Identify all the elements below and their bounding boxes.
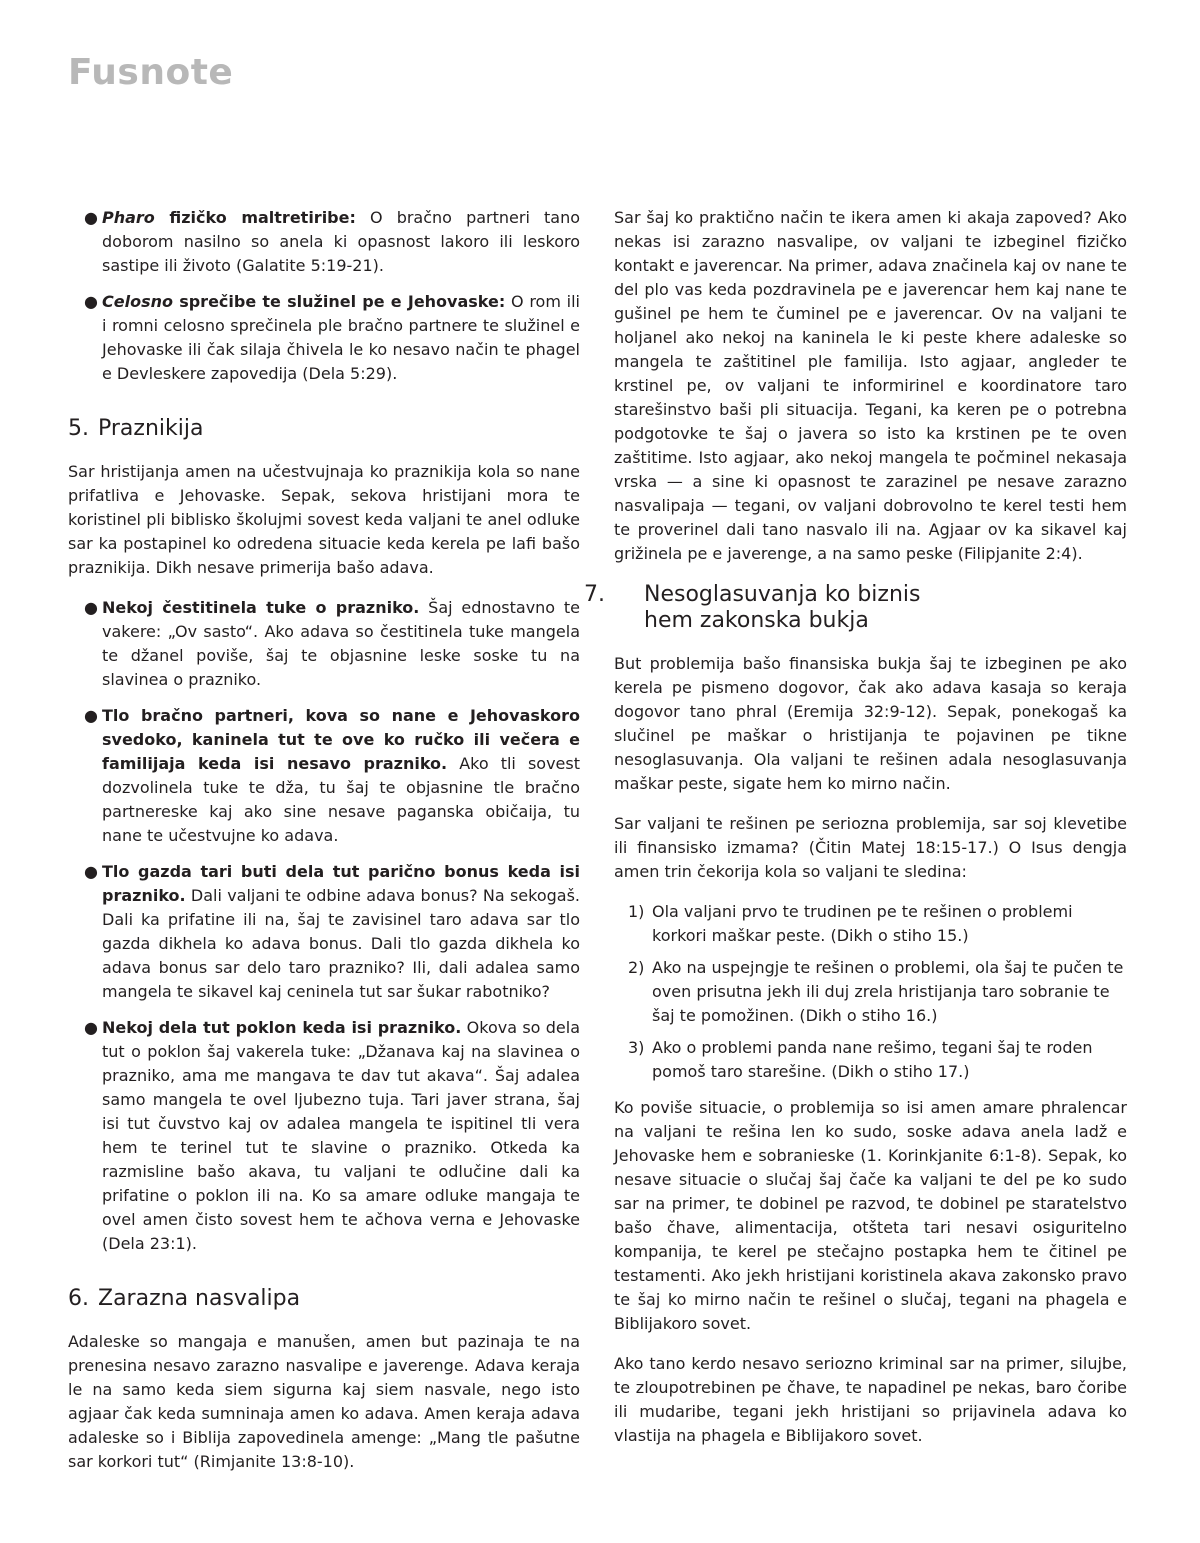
bullet-icon: ● bbox=[84, 292, 98, 311]
step-number: 2) bbox=[628, 958, 645, 977]
step-text: Ako o problemi panda nane rešimo, tegani šaj te roden pomoš taro starešine. (Dikh o stiho 17.) bbox=[652, 1038, 1093, 1081]
section-title-line2: hem zakonska bukja bbox=[644, 608, 869, 633]
bullet-lead: Tlo bračno partneri, kova so nane e Jehovaskoro svedoko, kaninela tut te ove ko ručko ili večera e familijaja keda isi nesavo prazniko. bbox=[102, 706, 580, 773]
list-item bbox=[614, 900, 1127, 948]
section-5-intro: Sar hristijanja amen na učestvujnaja ko praznikija kola so nane prifatliva e Jehovaske. Sepak, sekova hristijani mora te koristinel pli biblisko školujmi sovest keda valjani te anel odluke sar ka postapinel ko odredena situacie keda kerela pe lafi bašo praznikija. Dikh nesave primerija bašo adava. bbox=[68, 462, 580, 577]
section-6-continued: Sar šaj ko praktično način te ikera amen ki akaja zapoved? Ako nekas isi zarazno nasvalipe, ov valjani te izbeginel fizičko kontakt e javerencar. Na primer, adava značinela kaj ov nane te del plo vas keda pozdravinela pe e javerencar hem kaj nane te gušinel pe hem te čuminel pe e javerencar. Ov na valjani te holjanel ako nekoj na kaninela le ki peste khere adaleske so mangela te zaštitinel ple familija. Isto agjaar, angleder te krstinel pe, ov valjani te informirinel e koordinatore taro starešinstvo baši pli situacija. Tegani, ka keren pe o potrebna podgotovke te šaj o javera so isto ka krstinen pe te oven zaštitime. Isto agjaar, ako nekoj mangela te počminel nekasaja vrska — a sine ki opasnost te zarazinel pe nesave zarazno nasvalipaja — tegani, ov valjani dobrovolno te kerel testi hem te proverinel dali tano nasvalo ili na. Agjaar ov ka sikavel kaj grižinela pe e javerenge, a na samo peske (Filipjanite 2:4). bbox=[614, 208, 1127, 563]
list-item bbox=[68, 704, 580, 848]
step-text: Ako na uspejngje te rešinen o problemi, ola šaj te pučen te oven prisutna jekh ili duj zrela hristijanja taro sobranie te šaj te pomožinen. (Dikh o stiho 16.) bbox=[652, 958, 1124, 1025]
section-7-paragraph-1: But problemija bašo finansiska bukja šaj te izbeginen pe ako kerela pe pismeno dogovor, čak ako adava kasaja so keraja dogovor tano phral (Eremija 32:9-12). Sepak, ponekogaš ka slučinel pe maškar o hristijanja te pojavinen pe tikne nesoglasuvanja. Ola valjani te rešinen adala nesoglasuvanja maškar peste, sigate hem ko mirno način. bbox=[614, 654, 1127, 793]
bullet-lead-italic: Pharo bbox=[102, 208, 155, 227]
bullet-lead: sprečibe te služinel pe e Jehovaske: bbox=[172, 292, 506, 311]
section-heading-7 bbox=[584, 582, 1127, 634]
bullet-lead: Tlo gazda tari buti dela tut parično bonus keda isi prazniko. bbox=[102, 862, 580, 905]
section-number: 7. bbox=[584, 582, 605, 607]
bullet-icon: ● bbox=[84, 208, 98, 227]
step-number: 3) bbox=[628, 1038, 645, 1057]
section-title: Praznikija bbox=[98, 416, 204, 441]
left-column bbox=[68, 206, 580, 1490]
step-text: Ola valjani prvo te trudinen pe te rešinen o problemi korkori maškar peste. (Dikh o stiho 15.) bbox=[652, 902, 1073, 945]
section-6-text: Adaleske so mangaja e manušen, amen but pazinaja te na prenesina nesavo zarazno nasvalipe e javerenge. Adava keraja le na samo keda siem sigurna kaj siem nasvale, nego isto agjaar čak keda sumninaja amen ko adava. Amen keraja adava adaleske so i Biblija zapovedinela amenge: „Mang tle pašutne sar korkori tut“ (Rimjanite 13:8-10). bbox=[68, 1332, 580, 1471]
section-heading-6 bbox=[68, 1286, 580, 1312]
list-item bbox=[614, 956, 1127, 1028]
bullet-text: O bračno partneri tano doborom nasilno so anela ki opasnost lakoro ili leskoro sastipe ili životo (Galatite 5:19-21). bbox=[102, 208, 581, 275]
list-item bbox=[68, 206, 580, 278]
bullet-icon: ● bbox=[84, 1018, 98, 1037]
list-item bbox=[614, 1036, 1127, 1084]
list-item bbox=[68, 1016, 580, 1256]
bullet-lead: Nekoj čestitinela tuke o prazniko. bbox=[102, 598, 420, 617]
bullet-text: Okova so dela tut o poklon šaj vakerela tuke: „Džanava kaj na slavinea o prazniko, ama me mangava te dav tut akava“. Šaj adalea samo mangela te ovel ljubezno tuja. Tari javer strana, šaj isi tut čuvstvo kaj ov adalea mangela te ispitinel tli vera hem te terinel tut te slavine o prazniko. Otkeda ka razmisline bašo akava, tu valjani te odlučine dali ka prifatine o poklon ili na. Ko sa amare odluke mangaja te ovel amen čisto sovest hem te ačhova verna e Jehovaske (Dela 23:1). bbox=[102, 1018, 581, 1253]
section-number: 5. bbox=[68, 416, 89, 441]
right-column bbox=[584, 206, 1127, 1464]
bullet-lead: fizičko maltretiribe: bbox=[154, 208, 356, 227]
bullet-icon: ● bbox=[84, 598, 98, 617]
step-number: 1) bbox=[628, 902, 645, 921]
bullet-icon: ● bbox=[84, 862, 98, 881]
list-item bbox=[68, 860, 580, 1004]
bullet-text: O rom ili i romni celosno sprečinela ple bračno partnere te služinel e Jehovaske ili čak silaja čhivela le ko nesavo način te phagel e Devleskere zapovedija (Dela 5:29). bbox=[102, 292, 580, 383]
bullet-text: Šaj ednostavno te vakere: „Ov sasto“. Ako adava so čestitinela tuke mangela te džanel poviše, šaj te objasnine leske soske tu na slavinea o prazniko. bbox=[102, 598, 581, 689]
bullet-text: Dali valjani te odbine adava bonus? Na sekogaš. Dali ka prifatine ili na, šaj te zavisinel taro adava sar tlo gazda dikhela ko adava bonus. Dali tlo gazda dikhela ko adava bonus sar delo taro prazniko? Ili, dali adalea samo mangela te sikavel kaj ceninela tut sar šukar rabotniko? bbox=[102, 886, 580, 1001]
section-7-paragraph-3: Ko poviše situacie, o problemija so isi amen amare phralencar na valjani te rešina len ko sudo, soske adava anela ladž e Jehovaske hem e sobranieske (1. Korinkjanite 6:1-8). Sepak, ko nesave situacie o slučaj šaj čače ka valjani te del pe ko sudo sar na primer, te dobinel pe razvod, te dobinel pe staratelstvo bašo čhave, alimentacija, otšteta tari nesavi osiguritelno kompanija, te kerel pe stečajno postapka hem te čitinel pe testamenti. Ako jekh hristijani koristinela akava zakonsko pravo te šaj ko mirno način te rešinel o slučaj, tegani na phagela e Biblijakoro sovet. bbox=[614, 1098, 1127, 1333]
section-7-paragraph-4: Ako tano kerdo nesavo seriozno kriminal sar na primer, silujbe, te zloupotrebinen pe čhave, te napadinel pe nekas, baro čoribe ili mudaribe, tegani jekh hristijani so prijavinela adava ko vlastija na phagela e Biblijakoro sovet. bbox=[614, 1354, 1127, 1445]
bullet-icon: ● bbox=[84, 706, 98, 725]
bullet-lead-italic: Celosno bbox=[102, 292, 173, 311]
bullet-text: Ako tli sovest dozvolinela tuke te dža, tu šaj te objasnine tle bračno partnereske kaj ako sine nesave paganska običaija, tu nane te učestvujne ko adava. bbox=[102, 754, 580, 845]
section-title-line1: Nesoglasuvanja ko biznis bbox=[644, 582, 921, 607]
section-heading-5 bbox=[68, 416, 580, 442]
section-number: 6. bbox=[68, 1286, 89, 1311]
section-5-bullet-list bbox=[68, 596, 580, 1256]
list-item bbox=[68, 596, 580, 692]
intro-bullet-list bbox=[68, 206, 580, 386]
page-title: Fusnote bbox=[68, 52, 234, 93]
section-7-paragraph-2: Sar valjani te rešinen pe seriozna problemija, sar soj klevetibe ili finansisko izmama? (Čitin Matej 18:15-17.) O Isus dengja amen trin čekorija kola so valjani te sledina: bbox=[614, 814, 1127, 881]
section-title: Zarazna nasvalipa bbox=[98, 1286, 301, 1311]
bullet-lead: Nekoj dela tut poklon keda isi prazniko. bbox=[102, 1018, 462, 1037]
list-item bbox=[68, 290, 580, 386]
steps-list bbox=[614, 900, 1127, 1084]
